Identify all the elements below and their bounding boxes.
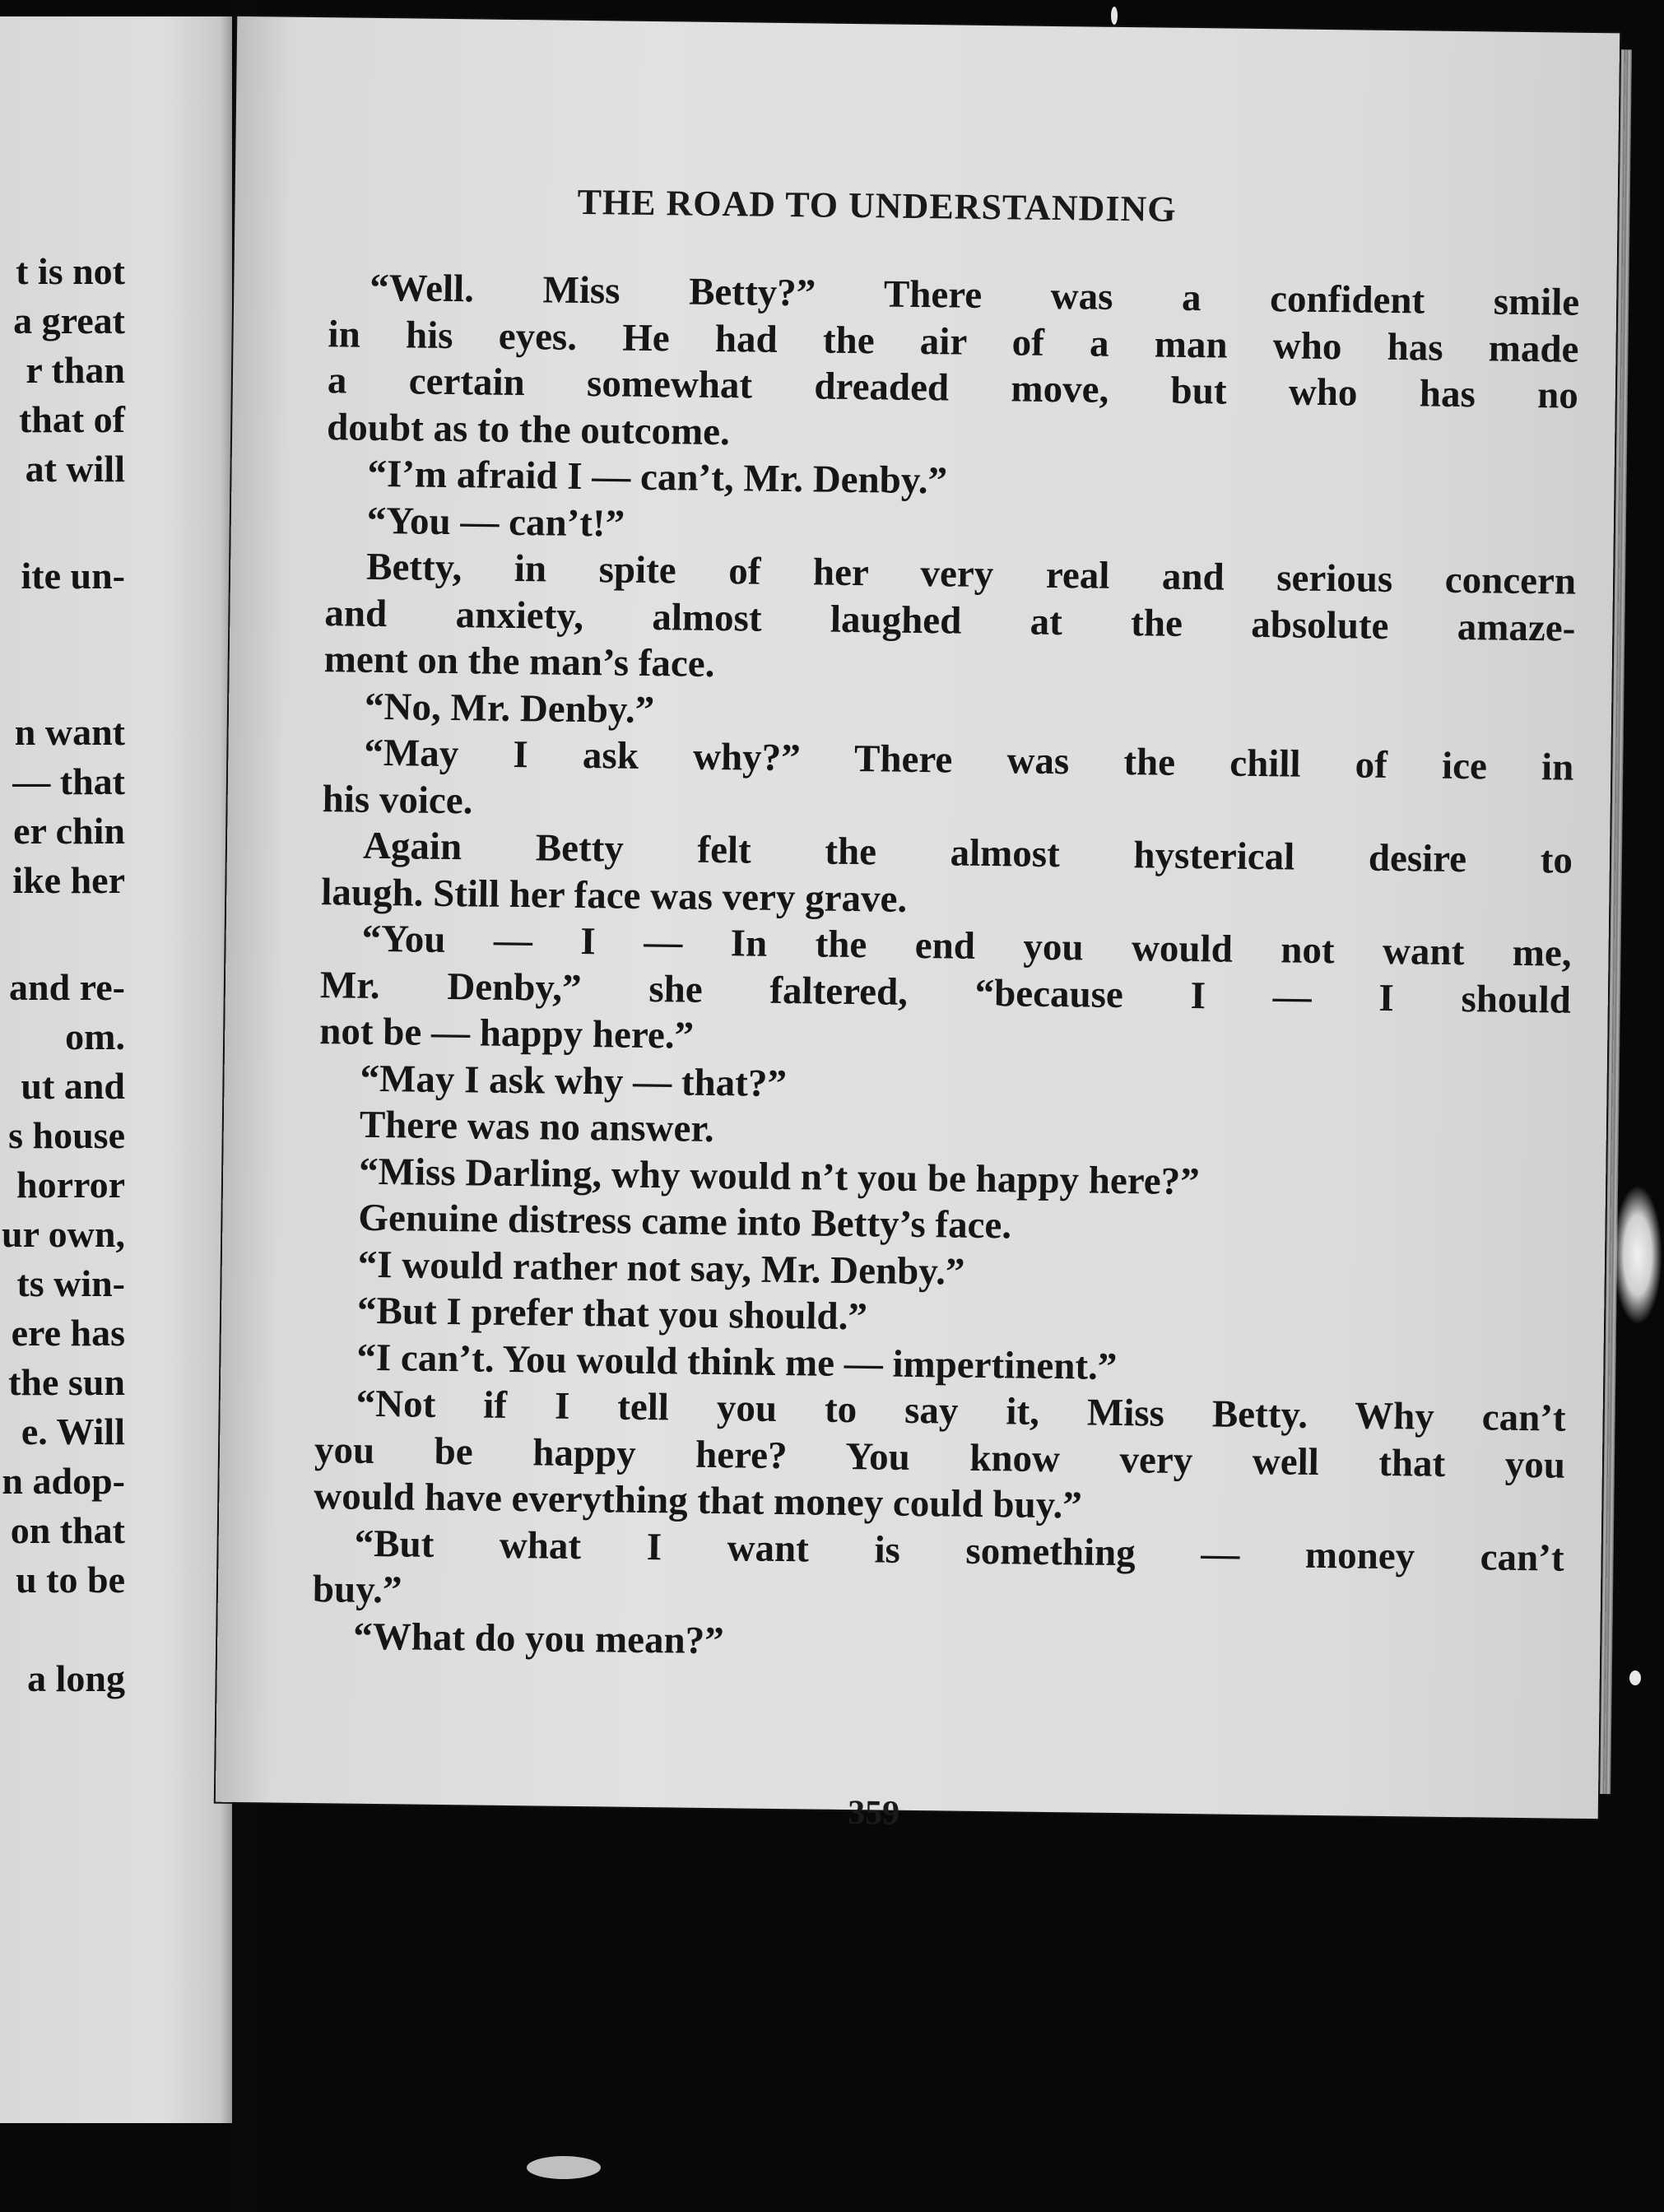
running-head: THE ROAD TO UNDERSTANDING [577,181,1177,230]
text-line: “I can’t. You would think me — impertinent.” [356,1336,1118,1388]
text-line: Betty, in spite of her very real and serious concern [365,545,1577,603]
text-line: Again Betty felt the almost hysterical desire to [362,824,1573,882]
text-line: Mr. Denby,” she faltered, “because I — I should [319,963,1572,1022]
text-line: a certain somewhat dreaded move, but who has no [327,359,1579,417]
text-line: “You — can’t!” [366,499,625,546]
text-line: doubt as to the outcome. [326,405,731,453]
text-line: “But what I want is something — money can’t [354,1522,1564,1580]
text-line: you be happy here? You know very well that you [314,1428,1566,1487]
left-page-line: n adop- [2,1460,125,1502]
page-number: 359 [847,1794,900,1833]
text-line: laugh. Still her face was very grave. [321,870,908,921]
dust-speck [1629,1671,1641,1685]
text-line: “Well. Miss Betty?” There was a confident smile [369,266,1580,324]
text-line: “Miss Darling, why would n’t you be happy here?” [358,1150,1200,1203]
text-line: Genuine distress came into Betty’s face. [358,1196,1012,1248]
text-line: “You — I — In the end you would not want me, [361,917,1572,975]
left-page-line: u to be [16,1559,125,1601]
text-line: ment on the man’s face. [323,638,715,685]
left-page-line: s house [8,1114,125,1156]
text-line: buy.” [312,1568,402,1612]
left-page-line: ut and [21,1065,125,1107]
paper-damage-mark [1613,1185,1662,1325]
left-page-line: horror [16,1164,125,1206]
right-page [216,16,1620,1833]
left-page-line: er chin [13,810,125,852]
text-line: “But I prefer that you should.” [356,1289,868,1339]
left-page-line: on that [10,1509,125,1551]
text-line: “No, Mr. Denby.” [364,685,655,732]
left-page-line: om. [65,1015,125,1057]
left-page-line: t is not [16,250,125,292]
text-line: not be — happy here.” [318,1010,695,1057]
text-line: his voice. [322,777,473,822]
body-text [312,264,1580,1674]
left-page-line: a long [27,1657,125,1699]
left-page-line: ike her [12,859,125,901]
left-page-line: e. Will [21,1410,125,1452]
left-page-line: ite un- [21,555,125,597]
left-page-line: n want [14,711,125,753]
text-line: “Not if I tell you to say it, Miss Betty. Why can’t [356,1382,1566,1440]
dust-speck [527,2156,601,2179]
dust-speck [1111,7,1118,25]
text-line: would have everything that money could buy.” [314,1475,1083,1527]
text-line: “I would rather not say, Mr. Denby.” [357,1243,965,1294]
left-page-line: and re- [9,966,125,1008]
text-line: “May I ask why — that?” [360,1057,788,1105]
left-page-line: a great [13,300,125,342]
text-line: “I’m afraid I — can’t, Mr. Denby.” [367,452,948,503]
text-line: “What do you mean?” [352,1615,725,1662]
left-page-line: the sun [8,1361,125,1403]
left-page-line: at will [25,448,125,490]
text-line: There was no answer. [359,1103,715,1150]
left-page-line: — that [12,760,125,802]
text-line: and anxiety, almost laughed at the absolute amaze- [324,591,1576,650]
left-facing-page [0,16,232,2123]
left-page-line: ur own, [2,1213,125,1255]
left-page-line: that of [18,398,125,440]
left-page-line: ere has [11,1312,125,1354]
text-line: in his eyes. He had the air of a man who has made [328,312,1579,371]
left-page-line: r than [26,349,125,391]
left-page-line: ts win- [16,1262,125,1304]
text-line: “May I ask why?” There was the chill of ice in [364,731,1574,789]
